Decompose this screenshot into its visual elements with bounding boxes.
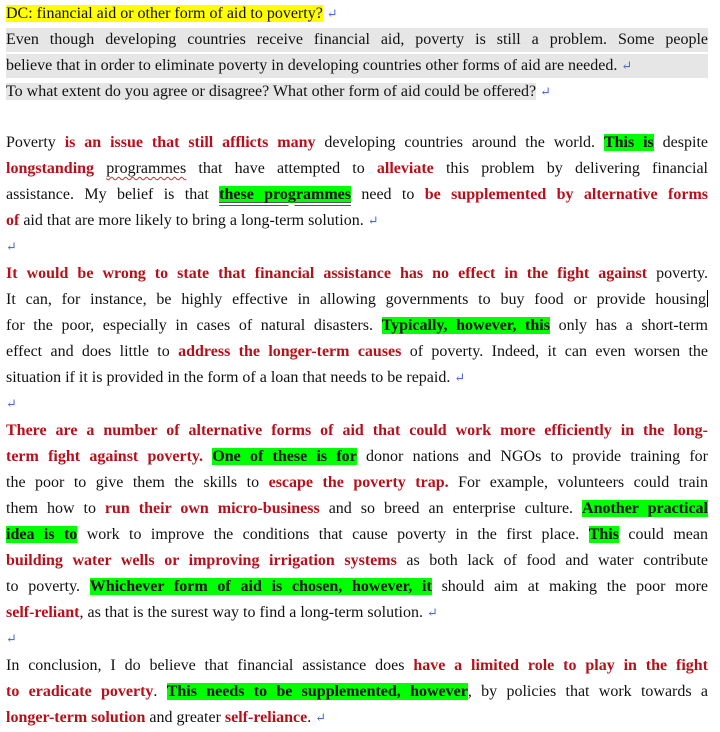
p3-line-3 [6,471,708,495]
p2-line-5 [6,366,708,390]
text-run: these programmes [219,186,351,203]
text-run: building water wells or improving irrigation systems [6,552,397,569]
p2-line-4 [6,340,708,364]
text-run: It can, for instance, be highly effective in allowing governments to buy food or provide housing [6,291,706,308]
return-mark-icon: ↵ [621,58,633,73]
text-run: donor nations and NGOs to provide training for [356,448,708,465]
return-mark-icon: ↵ [540,84,551,99]
text-run: and greater [145,709,225,726]
text-run: term fight against poverty. [6,448,204,465]
p2-line-3 [6,314,708,338]
return-mark-icon: ↵ [315,710,327,725]
text-run: escape the poverty trap. [268,474,449,491]
return-mark-icon: ↵ [6,239,17,254]
text-run: work to improve the conditions that cause poverty in the first place. [77,526,589,543]
p3-line-2 [6,445,708,469]
prompt-line-1: Even though developing countries receive financial aid, poverty is still a problem. Some people [6,28,708,52]
title-line [6,2,708,26]
text-run: Whichever form of aid is chosen, however, it [89,578,432,595]
text-run: situation if it is provided in the form of a loan that needs to be repaid. [6,369,451,386]
text-run: In conclusion, I do believe that financial assistance does [6,657,414,674]
text-run: self-reliance [224,709,308,726]
text-run [203,448,212,465]
text-run: poverty. [647,265,709,282]
text-run: This [588,526,619,543]
text-run: , by policies that work towards a [467,683,708,700]
return-mark-icon: ↵ [6,631,17,646]
p3-line-4 [6,497,708,521]
text-run: believe that in order to eliminate poverty in developing countries other forms of aid are needed. [6,57,618,74]
text-run: developing countries around the world. [315,134,604,151]
text-run: alleviate [376,160,434,177]
p3-line-8 [6,601,708,625]
p3-line-1 [6,419,708,443]
return-mark-icon: ↵ [6,396,17,411]
text-run: It would be wrong to state that financial assistance has no effect in the fight against [6,265,648,282]
text-run [94,160,106,177]
text-run: . [153,683,167,700]
prompt-line-2 [6,54,708,78]
text-run: have a limited role to play in the fight [413,657,709,674]
text-run: of poverty. Indeed, it can even worsen the [401,343,709,360]
text-run: to poverty. [6,578,90,595]
text-run: that have attempted to [186,160,377,177]
p1-line-4 [6,209,708,233]
essay-title: DC: financial aid or other form of aid to poverty? [6,5,323,22]
text-run: This needs to be supplemented, however [166,683,468,700]
text-cursor [707,290,708,307]
text-run: There are a number of alternative forms of aid that could work more efficiently in the long- [6,422,708,439]
text-run: For example, volunteers could train [448,474,709,491]
text-run: to eradicate poverty [6,683,154,700]
text-run: idea is to [6,526,78,543]
return-mark-icon: ↵ [367,213,379,228]
text-run: Another practical [582,500,709,517]
text-run: is an issue that still afflicts many [64,134,316,151]
p1-line-3 [6,183,708,207]
text-run: assistance. My belief is that [6,186,220,203]
text-run: this problem by delivering financial [433,160,708,177]
empty-line [6,392,708,416]
p4-line-2 [6,680,708,704]
text-run: Typically, however, this [381,317,550,334]
return-mark-icon: ↵ [326,6,338,21]
p1-line-1 [6,131,708,155]
text-run: effect and does little to [6,343,179,360]
p3-line-6 [6,549,708,573]
p2-line-1 [6,262,708,286]
text-run: only has a short-term [549,317,709,334]
p4-line-1 [6,654,708,678]
text-run: Poverty [6,134,65,151]
p3-line-7 [6,575,708,599]
text-run: self-reliant [6,604,80,621]
text-run: need to [350,186,425,203]
empty-line [6,627,708,651]
text-run: . [307,709,312,726]
p2-line-2 [6,288,708,312]
empty-line [6,235,708,259]
prompt-line-3 [6,80,708,104]
text-run: aid that are more likely to bring a long-term solution. [19,212,364,229]
text-run: run their own micro-business [104,500,320,517]
text-run: and so breed an enterprise culture. [319,500,583,517]
p4-line-3 [6,706,708,730]
text-run: be supplemented by alternative forms [424,186,708,203]
text-run: address the longer-term causes [178,343,402,360]
text-run: should aim at making the poor more [431,578,709,595]
spelling-flag: programmes [106,160,187,177]
text-run: longstanding [6,160,95,177]
text-run: To what extent do you agree or disagree? What other form of aid could be offered? [6,83,537,100]
text-run: them how to [6,500,105,517]
text-run: for the poor, especially in cases of natural disasters. [6,317,382,334]
text-run: longer-term solution [6,709,146,726]
text-run: could mean [618,526,708,543]
return-mark-icon: ↵ [426,605,438,620]
text-run: of [6,212,20,229]
text-run: One of these is for [212,448,357,465]
p3-line-5 [6,523,708,547]
return-mark-icon: ↵ [454,370,466,385]
p1-line-2 [6,157,708,181]
text-run: , as that is the surest way to find a long-term solution. [79,604,423,621]
text-run: This is [603,134,654,151]
text-run: as both lack of food and water contribute [396,552,709,569]
text-run: the poor to give them the skills to [6,474,269,491]
text-run: despite [653,134,709,151]
